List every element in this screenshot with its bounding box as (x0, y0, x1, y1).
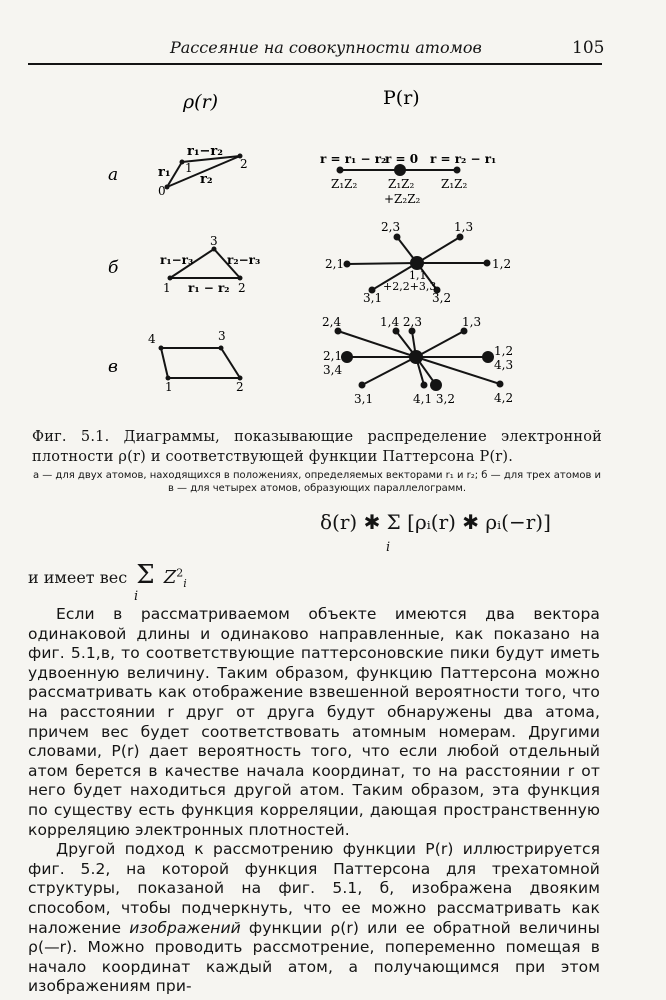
row-label-b: б (108, 258, 119, 278)
label-b-13: 1,3 (454, 220, 474, 234)
label-n0: 0 (158, 184, 166, 198)
body-text (28, 605, 600, 997)
label-b-12: 1,2 (492, 257, 512, 271)
label-c-34: 3,4 (323, 363, 343, 377)
row-label-c: в (108, 357, 118, 377)
label-z1z2-right: Z₁Z₂ (441, 177, 468, 191)
atom-1 (180, 160, 185, 165)
figure-5-1 (0, 0, 666, 420)
weight-sup: 2 (176, 566, 184, 580)
left-heading: ρ(r) (183, 91, 219, 113)
paragraph-2-end: функции ρ(r) или ее обратной величины ρ(—r). Можно проводить рассмотрение, попеременно помещая в начало координат каждый атом, а получающимся при этом изображениям при- (28, 918, 600, 996)
label-c-21: 2,1 (323, 349, 343, 363)
label-r-eq-0: r = 0 (385, 152, 419, 166)
paragraph-2-emphasis: изображений (129, 918, 241, 937)
weight-prefix: и имеет вес (28, 568, 128, 587)
atom-b2 (238, 276, 243, 281)
label-c-n3: 3 (218, 329, 226, 343)
label-r1: r₁ (158, 165, 171, 180)
right-heading: P(r) (383, 87, 420, 109)
label-c-41-32: 4,1 3,2 (413, 392, 455, 406)
label-z2z2-mid: +Z₂Z₂ (384, 192, 421, 206)
figure-caption: Фиг. 5.1. Диаграммы, показывающие распределение электронной плотности ρ(r) и соответствующей функции Паттерсона P(r). (32, 429, 602, 465)
ray-31c (362, 357, 416, 385)
weight-line (28, 560, 187, 590)
formula-expression: δ(r) ✱ Σ [ρᵢ(r) ✱ ρᵢ(−r)] (320, 510, 551, 534)
peak-b-21 (344, 261, 351, 268)
ray-13c (416, 331, 464, 357)
label-b-21: 2,1 (325, 257, 345, 271)
label-c-42: 4,2 (494, 391, 514, 405)
peak-c-41 (421, 382, 428, 389)
figure-caption-legend: а — для двух атомов, находящихся в положениях, определяемых векторами r₁ и r₂; б — для трех атомов и в — для четырех атомов, образующих параллелограмм. (32, 470, 602, 494)
peak-c-origin (409, 350, 423, 364)
patterson-formula (320, 510, 551, 534)
label-b-32: 3,2 (432, 291, 452, 305)
label-r2-r3: r₂−r₃ (227, 253, 261, 267)
weight-sub: i (183, 577, 187, 591)
paragraph-1: Если в рассматриваемом объекте имеются два вектора одинаковой длины и одинаково направленные, как показано на фиг. 5.1,в, то соответствующие паттерсоновские пики будут иметь удвоенную величину. Таким образом, функцию Паттерсона можно рассматривать как отображение взвешенной вероятности того, что на расстоянии r друг от друга будут обнаружены два атома, причем вес будет соответствовать атомным номерам. Другими словами, P(r) дает вероятность того, что если любой отдельный атом берется в качестве начала координат, то на расстоянии r от него будет находиться другой атом. Таким образом, эта функция по существу есть функция корреляции, дающая пространственную корреляцию электронных плотностей. (28, 605, 600, 839)
formula-sum-index: i (386, 540, 391, 555)
label-b-31: 3,1 (363, 291, 383, 305)
label-c-43: 4,3 (494, 358, 514, 372)
peak-r1-r2 (337, 167, 344, 174)
peak-b-23 (394, 234, 401, 241)
label-b-n1: 1 (163, 281, 171, 295)
label-c-12: 1,2 (494, 344, 514, 358)
label-r1-r2: r₁−r₂ (187, 144, 223, 159)
paragraph-2 (28, 840, 600, 997)
label-b-n2: 2 (238, 281, 246, 295)
peak-r2-r1 (454, 167, 461, 174)
ray-13 (417, 237, 460, 263)
label-n2: 2 (240, 157, 248, 171)
weight-z: Z (163, 567, 177, 588)
label-z1z2-left: Z₁Z₂ (331, 177, 358, 191)
label-c-24: 2,4 (322, 315, 342, 329)
peak-b-13 (457, 234, 464, 241)
atom-c3 (219, 346, 224, 351)
page-number: 105 (572, 38, 605, 58)
ray-21 (347, 263, 417, 264)
label-b-n3: 3 (210, 234, 218, 248)
peak-b-12 (484, 260, 491, 267)
peak-b-origin (410, 256, 424, 270)
label-c-n2: 2 (236, 380, 244, 394)
row-c-left-parallelogram (161, 348, 240, 378)
row-label-a: а (108, 165, 119, 185)
label-c-n1: 1 (165, 380, 173, 394)
weight-sum-index: i (134, 589, 139, 604)
label-z1z2-mid: Z₁Z₂ (388, 177, 415, 191)
weight-sum-sign: Σ (136, 560, 155, 590)
running-title: Рассеяние на совокупности атомов (170, 38, 482, 57)
label-r-eq-r2-r1: r = r₂ − r₁ (430, 152, 497, 166)
label-n1: 1 (185, 161, 193, 175)
peak-c-31 (359, 382, 366, 389)
label-c-n4: 4 (148, 332, 156, 346)
peak-c-12-43 (482, 351, 494, 363)
label-b-11: 1,1 (409, 269, 427, 282)
paragraph-2-start: Другой подход к рассмотрению функции P(r) иллюстрируется фиг. 5.2, на которой функция Паттерсона для трехатомной структуры, показаной на фиг. 5.1, б, изображена двояким способом, чтобы подчеркнуть, что ее можно рассматривать как наложение (28, 840, 600, 937)
label-c-31: 3,1 (354, 392, 374, 406)
label-r-eq-r1-r2: r = r₁ − r₂ (320, 152, 387, 166)
label-r2: r₂ (200, 172, 213, 187)
peak-c-21-34 (341, 351, 353, 363)
label-b-2233: +2,2+3,3 (383, 280, 437, 293)
atom-c4 (159, 346, 164, 351)
peak-c-42 (497, 381, 504, 388)
peak-c-32 (430, 379, 442, 391)
label-r1-r2-b: r₁ − r₂ (188, 281, 230, 295)
label-r1-r3: r₁−r₃ (160, 253, 194, 267)
label-b-23: 2,3 (381, 220, 401, 234)
label-c-14-23: 1,4 2,3 (380, 315, 422, 329)
atom-b1 (168, 276, 173, 281)
label-c-13: 1,3 (462, 315, 482, 329)
